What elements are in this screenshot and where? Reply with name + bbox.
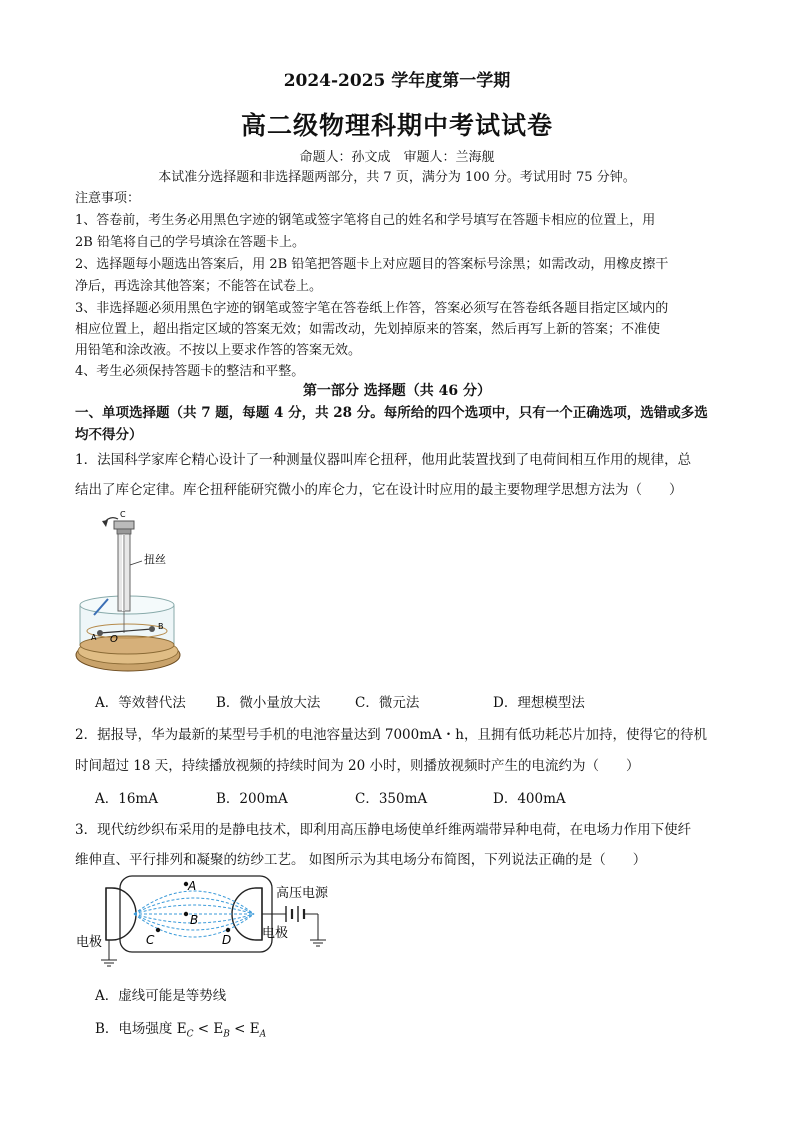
q2-option-a: A．16mA — [95, 791, 158, 807]
q1-text: 1．法国科学家库仑精心设计了一种测量仪器叫库仑扭秤，他用此装置找到了电荷间相互作用的规律，总 — [75, 452, 692, 468]
fig3-label-electrode-right: 电极 — [262, 926, 289, 941]
section-heading: 一、单项选择题（共 7 题，每题 4 分，共 28 分。每所给的四个选项中，只有一个正确选项，选错或多选 — [75, 405, 708, 421]
fig1-label-c: C — [120, 510, 126, 519]
notice-line: 4、考生必须保持答题卡的整洁和平整。 — [75, 364, 305, 379]
exam-title: 高二级物理科期中考试试卷 — [240, 111, 553, 140]
exam-year: 2024-2025 学年度第一学期 — [283, 71, 511, 91]
notice-line: 相应位置上，超出指定区域的答案无效；如需改动，先划掉原来的答案，然后再写上新的答案；不准使 — [75, 322, 661, 337]
fig1-label-b: B — [158, 622, 164, 631]
q2-text: 时间超过 18 天，持续播放视频的持续时间为 20 小时，则播放视频时产生的电流约为（ ） — [75, 758, 640, 774]
fig3-label-c: C — [146, 933, 155, 947]
q2-text: 2．据报导，华为最新的某型号手机的电池容量达到 7000mA・h，且拥有低功耗芯片加持，使得它的待机 — [75, 727, 707, 743]
fig3-label-d: D — [222, 933, 232, 947]
q1-option-d: D．理想模型法 — [493, 695, 585, 711]
q3-option-a: A．虚线可能是等势线 — [95, 988, 227, 1004]
q3-text: 3．现代纺纱织布采用的是静电技术，即利用高压静电场使单纤维两端带异种电荷，在电场力作用下使纤 — [75, 822, 692, 838]
notice-line: 用铅笔和涂改液。不按以上要求作答的答案无效。 — [75, 343, 362, 358]
q2-option-d: D．400mA — [493, 791, 566, 807]
q2-option-c: C．350mA — [355, 791, 428, 807]
q3-option-b-sub-b: B — [223, 1029, 230, 1040]
q3-text: 维伸直、平行排列和凝聚的纺纱工艺。 如图所示为其电场分布简图，下列说法正确的是（ ） — [75, 852, 647, 868]
q2-option-b: B．200mA — [216, 791, 288, 807]
q3-option-b — [95, 1017, 266, 1040]
q3-option-b-lt2: < E — [229, 1021, 260, 1037]
exam-intro: 本试准分选择题和非选择题两部分，共 7 页，满分为 100 分。考试用时 75 分钟。 — [158, 170, 636, 185]
notice-line: 3、非选择题必须用黑色字迹的钢笔或签字笔在答卷纸上作答，答案必须写在答卷纸各题目指定区域内的 — [75, 301, 669, 316]
q1-option-a: A．等效替代法 — [95, 695, 186, 711]
section-heading-cont: 均不得分） — [75, 427, 143, 443]
fig1-label-o: O — [110, 634, 118, 645]
notice-heading: 注意事项： — [75, 191, 141, 206]
electric-field-figure — [72, 874, 342, 974]
q3-option-b-text: B．电场强度 E — [95, 1021, 187, 1037]
exam-authors: 命题人：孙文成 审题人：兰海舰 — [299, 150, 495, 165]
fig3-label-b: B — [190, 913, 199, 927]
notice-line: 2、选择题每小题选出答案后，用 2B 铅笔把答题卡上对应题目的答案标号涂黑；如需改动，用橡皮擦干 — [75, 257, 669, 272]
q1-text: 结出了库仑定律。库仑扭秤能研究微小的库仑力，它在设计时应用的最主要物理学思想方法为（ ） — [75, 482, 683, 498]
notice-line: 1、答卷前，考生务必用黑色字迹的钢笔或签字笔将自己的姓名和学号填写在答题卡相应的位置上，用 — [75, 213, 656, 228]
fig3-label-a: A — [188, 879, 197, 893]
part1-heading: 第一部分 选择题（共 46 分） — [302, 383, 492, 399]
q3-option-b-sub-a: A — [259, 1029, 267, 1040]
q1-option-b: B．微小量放大法 — [216, 695, 321, 711]
notice-line: 净后，再选涂其他答案；不能答在试卷上。 — [75, 279, 323, 294]
fig1-label-wire: 扭丝 — [144, 553, 166, 566]
notice-line: 2B 铅笔将自己的学号填涂在答题卡上。 — [75, 235, 305, 250]
fig1-label-a: A — [91, 633, 97, 642]
q3-option-b-sub-c: C — [186, 1029, 194, 1040]
fig3-label-power: 高压电源 — [276, 886, 329, 901]
fig3-label-electrode-left: 电极 — [76, 935, 103, 950]
q1-option-c: C．微元法 — [355, 695, 420, 711]
q3-option-b-lt1: < E — [193, 1021, 224, 1037]
coulomb-torsion-balance-figure — [70, 505, 190, 677]
